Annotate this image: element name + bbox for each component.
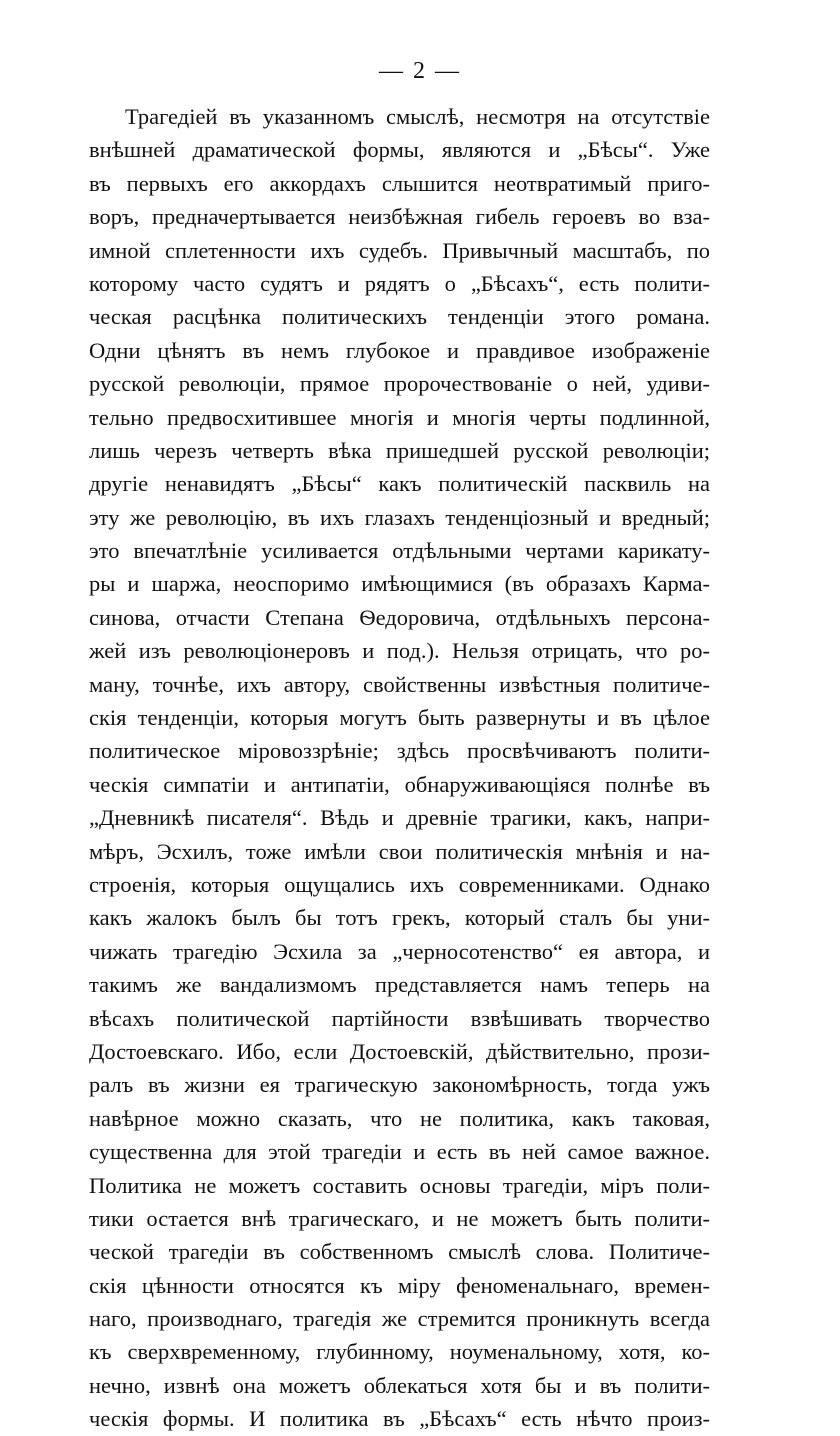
- text-line: русской революціи, прямое пророчествованіе о ней, удиви-: [89, 371, 710, 397]
- text-line: воръ, предначертывается неизбѣжная гибель героевъ во вза-: [89, 204, 710, 230]
- text-line: политическое міровоззрѣніе; здѣсь просвѣчиваютъ полити-: [89, 738, 710, 764]
- text-line: навѣрное можно сказать, что не политика, какъ таковая,: [89, 1105, 710, 1131]
- text-line: жей изъ революціонеровъ и под.). Нельзя отрицать, что ро-: [89, 638, 710, 664]
- text-line: эту же революцію, въ ихъ глазахъ тенденціозный и вредный;: [89, 504, 710, 530]
- text-line: лишь черезъ четверть вѣка пришедшей русской революціи;: [89, 437, 710, 463]
- text-line: имной сплетенности ихъ судебъ. Привычный масштабъ, по: [89, 237, 710, 263]
- text-line: чижать трагедію Эсхила за „черносотенство“ ея автора, и: [89, 938, 710, 964]
- text-line: ману, точнѣе, ихъ автору, свойственны извѣстныя политиче-: [89, 671, 710, 697]
- text-line: въ первыхъ его аккордахъ слышится неотвратимый приго-: [89, 170, 710, 196]
- text-line: вѣсахъ политической партійности взвѣшивать творчество: [89, 1005, 710, 1031]
- text-line: „Дневникѣ писателя“. Вѣдь и древніе трагики, какъ, напри-: [89, 805, 710, 831]
- text-line: ческая расцѣнка политическихъ тенденціи этого романа.: [89, 304, 710, 330]
- text-line: нечно, извнѣ она можетъ облекаться хотя бы и въ полити-: [89, 1372, 710, 1398]
- text-line: тельно предвосхитившее многія и многія черты подлинной,: [89, 404, 710, 430]
- text-line: къ сверхвременному, глубинному, ноуменальному, хотя, ко-: [89, 1339, 710, 1365]
- text-line: скія цѣнности относятся къ міру феноменальнаго, времен-: [89, 1272, 710, 1298]
- text-line: Политика не можетъ составить основы трагедіи, міръ поли-: [89, 1172, 710, 1198]
- page-number: — 2 —: [379, 58, 461, 84]
- text-line: такимъ же вандализмомъ представляется намъ теперь на: [89, 972, 710, 998]
- text-line: внѣшней драматической формы, являются и „Бѣсы“. Уже: [89, 137, 710, 163]
- text-line: ры и шаржа, неоспоримо имѣющимися (въ образахъ Карма-: [89, 571, 710, 597]
- text-line: синова, отчасти Степана Ѳедоровича, отдѣльныхъ персона-: [89, 604, 710, 630]
- text-line: какъ жалокъ былъ бы тотъ грекъ, который сталъ бы уни-: [89, 905, 710, 931]
- text-line: Трагедіей въ указанномъ смыслѣ, несмотря на отсутствіе: [125, 104, 710, 129]
- body-paragraph: [89, 100, 710, 1436]
- text-line: скія тенденціи, которыя могутъ быть развернуты и въ цѣлое: [89, 705, 710, 731]
- text-line: ческой трагедіи въ собственномъ смыслѣ слова. Политиче-: [89, 1239, 710, 1265]
- text-line: ческія формы. И политика въ „Бѣсахъ“ есть нѣчто произ-: [89, 1406, 710, 1432]
- text-line: тики остается внѣ трагическаго, и не можетъ быть полити-: [89, 1205, 710, 1231]
- text-line: другіе ненавидятъ „Бѣсы“ какъ политическій пасквиль на: [89, 471, 710, 497]
- text-line: наго, производнаго, трагедія же стремится проникнуть всегда: [89, 1306, 710, 1332]
- text-line: строенія, которыя ощущались ихъ современниками. Однако: [89, 871, 710, 897]
- text-line: Одни цѣнятъ въ немъ глубокое и правдивое изображеніе: [89, 337, 710, 363]
- text-line: Достоевскаго. Ибо, если Достоевскій, дѣйствительно, прози-: [89, 1038, 710, 1064]
- text-line: мѣръ, Эсхилъ, тоже имѣли свои политическія мнѣнія и на-: [89, 838, 710, 864]
- text-line: ралъ въ жизни ея трагическую закономѣрность, тогда ужъ: [89, 1072, 710, 1098]
- text-line: это впечатлѣніе усиливается отдѣльными чертами карикату-: [89, 538, 710, 564]
- text-line: которому часто судятъ и рядятъ о „Бѣсахъ“, есть полити-: [89, 270, 710, 296]
- text-line: ческія симпатіи и антипатіи, обнаруживающіяся полнѣе въ: [89, 771, 710, 797]
- text-line: существенна для этой трагедіи и есть въ ней самое важное.: [89, 1139, 710, 1165]
